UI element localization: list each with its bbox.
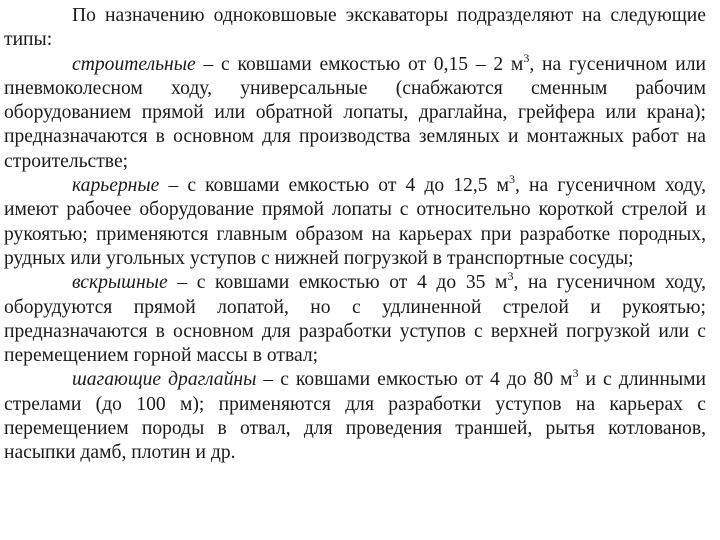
paragraph-walking-draglines — [4, 368, 706, 465]
intro-paragraph: По назначению одноковшовые экскаваторы подразделяют на следующие типы: — [4, 5, 706, 51]
term-walking-draglines: шагающие драглайны — [72, 369, 257, 391]
superscript-3: 3 — [507, 269, 514, 284]
term-quarry: карьерные — [72, 175, 160, 197]
text-stripping-b: , на гусеничном ходу, оборудуются прямой лопатой, но с удлиненной стрелой и рукоятью; предназначаются в основном для разработки уступов с верхней погрузкой или с перемещением горной массы в отвал; — [4, 272, 706, 367]
text-walking-draglines-b: и с длинными стрелами (до 100 м); применяются для разработки уступов на карьерах с перемещением породы в отвал, для проведения траншей, рытья котлованов, насыпки дамб, плотин и др. — [4, 369, 706, 464]
superscript-3: 3 — [509, 172, 516, 187]
superscript-3: 3 — [523, 50, 530, 65]
term-construction: строительные — [72, 53, 196, 75]
text-quarry-a: – с ковшами емкостью от 4 до 12,5 м — [159, 175, 510, 197]
paragraph-quarry — [4, 174, 706, 271]
paragraph-construction — [4, 50, 706, 174]
text-quarry-b: , на гусеничном ходу, имеют рабочее оборудование прямой лопаты с относительно короткой стрелой и рукоятью; применяются главным образом на карьерах при разработке породных, рудных или угольных уступов с нижней погрузкой в транспортные сосуды; — [4, 175, 706, 269]
text-stripping-a: – с ковшами емкостью от 4 до 35 м — [167, 272, 508, 294]
text-walking-draglines-a: – с ковшами емкостью от 4 до 80 м — [256, 369, 573, 391]
term-stripping: вскрышные — [72, 272, 168, 294]
paragraph-stripping — [4, 271, 706, 368]
document-page — [4, 4, 706, 466]
superscript-3: 3 — [572, 366, 579, 381]
text-construction-b: , на гусеничном или пневмоколесном ходу, универсальные (снабжаются сменным рабочим оборудованием прямой или обратной лопаты, драглайна, грейфера или крана); предназначаются в основном для производства земляных и монтажных работ на строительстве; — [4, 53, 706, 172]
text-construction-a: – с ковшами емкостью от 0,15 – 2 м — [195, 53, 524, 75]
